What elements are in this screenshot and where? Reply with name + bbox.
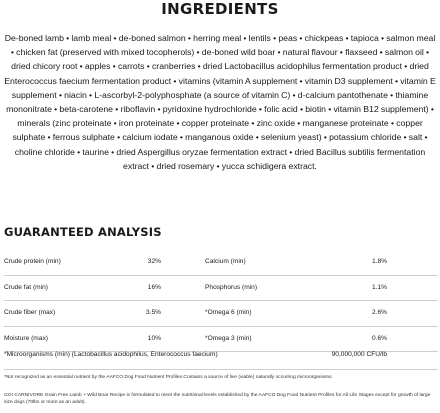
- guaranteed-analysis-title: GUARANTEED ANALYSIS: [4, 225, 162, 239]
- nutrient-label: Calcium (min): [205, 258, 246, 265]
- microorganisms-value: 90,000,000 CFU/lb: [331, 351, 387, 358]
- table-row: [4, 276, 438, 302]
- nutrient-value: 1.8%: [371, 258, 387, 265]
- nutrient-label: Crude fat (min): [4, 283, 48, 291]
- footnote-formulation: GO! CARNIVORE Grain Free Lamb + Wild Boar Recipe is formulated to meet the nutritional levels established by the AAFCO Dog Food Nutrient Profiles for All Life Stages except for growth of large size dogs (70lbs or more as an adult).: [4, 393, 431, 405]
- nutrient-label: Crude fiber (max): [4, 309, 56, 317]
- ingredients-title: INGREDIENTS: [161, 0, 279, 18]
- analysis-table: [4, 250, 438, 352]
- nutrient-value: 0.6%: [371, 334, 387, 342]
- microorganisms-row: [4, 349, 438, 370]
- table-row: [4, 250, 438, 276]
- nutrient-value: 16%: [147, 283, 161, 291]
- nutrient-value: 1.1%: [371, 283, 387, 291]
- nutrient-value: 32%: [147, 258, 161, 265]
- nutrient-value: 3.5%: [145, 309, 161, 317]
- table-row: [4, 301, 438, 327]
- ingredients-list: De-boned lamb • lamb meal • de-boned salmon • herring meal • lentils • peas • chickpeas • tapioca • salmon meal • chicken fat (preserved with mixed tocopherols) • de-boned wild boar • natural flavour • flaxseed • salmon oil • dried chicory root • apples • carrots • cranberries • dried Lactobacillus acidophilus fermentation product • dried Enterococcus faecium fermentation product • vitamins (vitamin A supplement • vitamin D3 supplement • vitamin E supplement • niacin • L-ascorbyl-2-polyphosphate (a source of vitamin C) • d-calcium pantothenate • thiamine mononitrate • beta-carotene • riboflavin • pyridoxine hydrochloride • folic acid • biotin • vitamin B12 supplement) • minerals (zinc proteinate • iron proteinate • copper proteinate • zinc oxide • manganese proteinate • copper sulphate • ferrous sulphate • calcium iodate • manganous oxide • selenium yeast) • potassium chloride • salt • choline chloride • taurine • dried Aspergillus oryzae fermentation extract • dried Bacillus subtilis fermentation extract • dried rosemary • yucca schidigera extract.: [4, 33, 436, 171]
- nutrient-value: 2.6%: [371, 309, 387, 317]
- footnote-aafco: *Not recognized as an essential nutrient by the AAFCO Dog Food Nutrient Profiles.Contains a source of live (viable) naturally occurring microorganisms.: [4, 375, 333, 380]
- nutrient-label: *Omega 6 (min): [205, 309, 252, 317]
- nutrient-label: Phosphorus (min): [205, 283, 258, 291]
- nutrient-label: Crude protein (min): [4, 258, 61, 265]
- nutrient-value: 10%: [147, 334, 161, 342]
- nutrient-label: *Omega 3 (min): [205, 334, 252, 342]
- nutrient-label: Moisture (max): [4, 334, 48, 342]
- microorganisms-label: *Microorganisms (min) (Lactobacillus acidophilus, Enterococcus faecium): [4, 351, 218, 358]
